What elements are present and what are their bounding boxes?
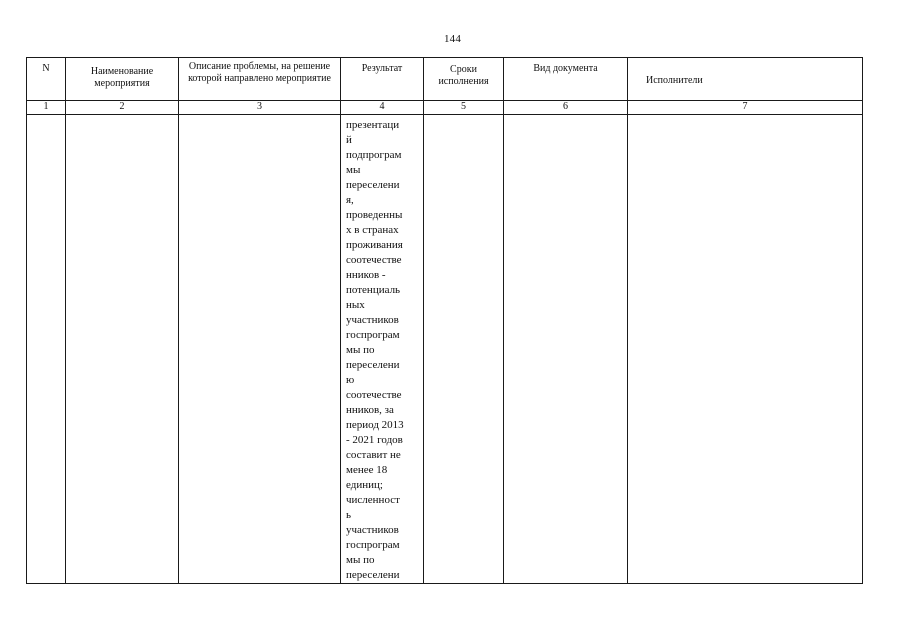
cell-deadline [424,115,504,584]
header-executors-label: Исполнители [646,75,703,86]
cell-executors [628,115,863,584]
header-problem-description-label: Описание проблемы, на решение которой направлено мероприятие [188,61,331,84]
column-number-7: 7 [628,101,863,115]
column-number-5: 5 [424,101,504,115]
header-number-label: N [42,63,50,74]
column-number-4: 4 [341,101,424,115]
header-cell-document-type [504,58,628,101]
column-number-3: 3 [179,101,341,115]
header-cell-executors [628,58,863,101]
page-number: 144 [443,33,462,45]
cell-number [27,115,66,584]
header-cell-number [27,58,66,101]
cell-document-type [504,115,628,584]
result-text: презентаци й подпрограм мы переселени я, проведенны х в странах проживания соотечестве нников - потенциаль ных участников госпрограм мы по переселени ю соотечестве нников, за период 2013 - 2021 годов составит не менее 18 единиц; численност ь участников госпрограм мы по переселени [346,119,404,581]
column-number-6: 6 [504,101,628,115]
table-row [27,115,863,584]
header-cell-result [341,58,424,101]
header-result-label: Результат [361,63,403,74]
header-cell-measure-name [66,58,179,101]
header-cell-problem-description [179,58,341,101]
header-cell-deadline [424,58,504,101]
column-number-1: 1 [27,101,66,115]
cell-measure-name [66,115,179,584]
column-number-row [27,101,863,115]
column-number-2: 2 [66,101,179,115]
cell-result [341,115,424,584]
measures-table [26,57,863,584]
header-document-type-label: Вид документа [533,63,598,74]
cell-problem-description [179,115,341,584]
header-row [27,58,863,101]
header-measure-name-label: Наименование мероприятия [90,66,154,89]
header-deadline-label: Сроки исполнения [438,64,489,87]
